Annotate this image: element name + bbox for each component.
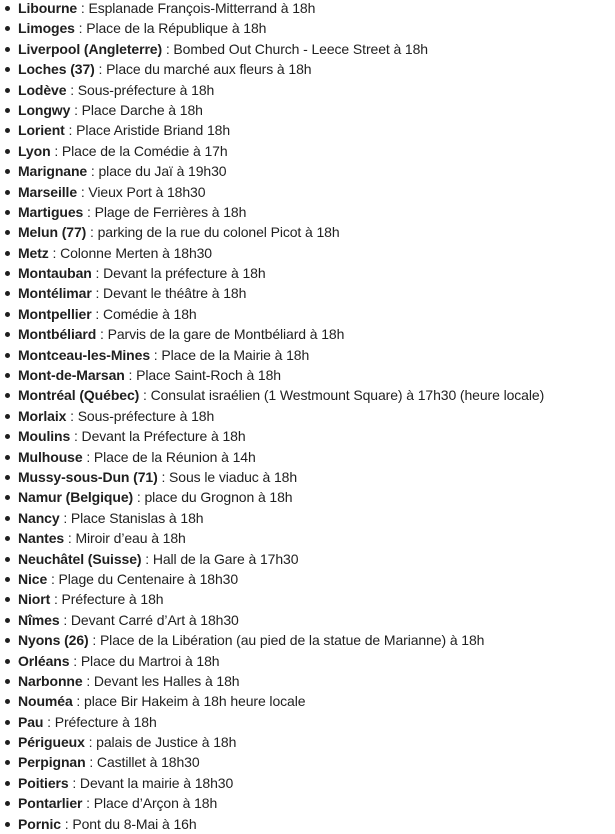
list-item: [0, 712, 615, 732]
city-name: Mulhouse: [18, 448, 83, 465]
bullet-icon: [5, 332, 10, 337]
location-details: : Place de la République à 18h: [74, 20, 267, 37]
bullet-icon: [5, 128, 10, 133]
list-item: [0, 202, 615, 222]
list-item: [0, 365, 615, 385]
list-item: [0, 426, 615, 446]
list-item: [0, 263, 615, 283]
list-item: [0, 569, 615, 589]
location-details: : Castillet à 18h30: [85, 754, 200, 771]
list-item: [0, 589, 615, 609]
location-details: : Préfecture à 18h: [50, 591, 164, 608]
location-details: : Esplanade François-Mitterrand à 18h: [77, 0, 316, 16]
list-item: [0, 283, 615, 303]
list-item: [0, 222, 615, 242]
list-item: [0, 773, 615, 793]
city-name: Mont-de-Marsan: [18, 367, 125, 384]
list-item: [0, 691, 615, 711]
bullet-icon: [5, 26, 10, 31]
bullet-icon: [5, 373, 10, 378]
list-item: [0, 651, 615, 671]
city-name: Nîmes: [18, 611, 60, 628]
location-details: : Devant la mairie à 18h30: [68, 774, 234, 791]
list-item: [0, 793, 615, 813]
bullet-icon: [5, 108, 10, 113]
list-item: [0, 671, 615, 691]
city-name: Nyons (26): [18, 632, 89, 649]
location-details: : Devant la préfecture à 18h: [91, 265, 266, 282]
city-name: Montréal (Québec): [18, 387, 140, 404]
location-details: : place du Grognon à 18h: [133, 489, 293, 506]
city-name: Poitiers: [18, 774, 69, 791]
bullet-icon: [5, 699, 10, 704]
bullet-icon: [5, 251, 10, 256]
bullet-icon: [5, 230, 10, 235]
bullet-icon: [5, 618, 10, 623]
city-name: Liverpool (Angleterre): [18, 40, 163, 57]
location-details: : Sous-préfecture à 18h: [66, 407, 215, 424]
list-item: [0, 345, 615, 365]
list-item: [0, 752, 615, 772]
location-details: : Place de la Comédie à 17h: [50, 142, 228, 159]
list-item: [0, 732, 615, 752]
location-details: : Place Stanislas à 18h: [59, 509, 204, 526]
location-details: : Devant la Préfecture à 18h: [70, 428, 246, 445]
location-details: : Devant Carré d’Art à 18h30: [59, 611, 239, 628]
city-name: Martigues: [18, 203, 84, 220]
location-details: : Préfecture à 18h: [43, 713, 157, 730]
location-details: : Place Aristide Briand 18h: [64, 122, 231, 139]
list-item: [0, 182, 615, 202]
bullet-icon: [5, 455, 10, 460]
city-name: Moulins: [18, 428, 71, 445]
city-name: Orléans: [18, 652, 70, 669]
location-details: : Place de la Réunion à 14h: [82, 448, 256, 465]
bullet-icon: [5, 659, 10, 664]
list-item: [0, 324, 615, 344]
city-name: Morlaix: [18, 407, 67, 424]
list-item: [0, 161, 615, 181]
city-name: Lodève: [18, 81, 67, 98]
bullet-icon: [5, 67, 10, 72]
bullet-icon: [5, 577, 10, 582]
city-name: Namur (Belgique): [18, 489, 134, 506]
bullet-icon: [5, 88, 10, 93]
location-details: : Place du Martroi à 18h: [69, 652, 220, 669]
city-name: Montceau-les-Mines: [18, 346, 150, 363]
city-name: Neuchâtel (Suisse): [18, 550, 142, 567]
city-name: Marseille: [18, 183, 78, 200]
list-item: [0, 487, 615, 507]
list-item: [0, 528, 615, 548]
location-details: : Consulat israélien (1 Westmount Square) à 17h30 (heure locale): [139, 387, 545, 404]
city-name: Pau: [18, 713, 44, 730]
city-name: Montbéliard: [18, 326, 97, 343]
location-details: : Place d’Arçon à 18h: [82, 795, 218, 812]
location-details: : Devant les Halles à 18h: [82, 672, 240, 689]
bullet-icon: [5, 169, 10, 174]
location-details: : place Bir Hakeim à 18h heure locale: [72, 693, 306, 710]
city-name: Libourne: [18, 0, 78, 16]
list-item: [0, 243, 615, 263]
location-details: : Place Darche à 18h: [70, 101, 203, 118]
bullet-icon: [5, 557, 10, 562]
bullet-icon: [5, 434, 10, 439]
location-details: : Place de la Mairie à 18h: [150, 346, 310, 363]
list-item: [0, 120, 615, 140]
city-name: Narbonne: [18, 672, 83, 689]
city-name: Marignane: [18, 163, 88, 180]
city-name: Longwy: [18, 101, 71, 118]
list-item: [0, 549, 615, 569]
list-item: [0, 385, 615, 405]
bullet-icon: [5, 516, 10, 521]
bullet-icon: [5, 6, 10, 11]
city-name: Perpignan: [18, 754, 86, 771]
location-details: : Sous le viaduc à 18h: [157, 468, 298, 485]
list-item: [0, 630, 615, 650]
city-name: Pornic: [18, 815, 61, 832]
list-item: [0, 100, 615, 120]
location-details: : Comédie à 18h: [91, 305, 197, 322]
list-item: [0, 141, 615, 161]
city-name: Nouméa: [18, 693, 73, 710]
location-details: : Place de la Libération (au pied de la statue de Marianne) à 18h: [88, 632, 485, 649]
bullet-icon: [5, 781, 10, 786]
bullet-icon: [5, 638, 10, 643]
city-name: Montélimar: [18, 285, 92, 302]
city-name: Lyon: [18, 142, 51, 159]
list-item: [0, 18, 615, 38]
location-details: : Sous-préfecture à 18h: [66, 81, 215, 98]
bullet-icon: [5, 536, 10, 541]
city-name: Limoges: [18, 20, 75, 37]
city-name: Metz: [18, 244, 49, 261]
city-name: Nancy: [18, 509, 60, 526]
bullet-icon: [5, 801, 10, 806]
bullet-icon: [5, 475, 10, 480]
bullet-icon: [5, 312, 10, 317]
bullet-icon: [5, 47, 10, 52]
city-name: Niort: [18, 591, 51, 608]
city-name: Pontarlier: [18, 795, 83, 812]
bullet-icon: [5, 414, 10, 419]
bullet-icon: [5, 740, 10, 745]
location-details: : Devant le théâtre à 18h: [91, 285, 247, 302]
list-item: [0, 39, 615, 59]
bullet-icon: [5, 495, 10, 500]
bullet-icon: [5, 291, 10, 296]
city-name: Nice: [18, 570, 48, 587]
city-name: Mussy-sous-Dun (71): [18, 468, 158, 485]
list-item: [0, 467, 615, 487]
bullet-icon: [5, 271, 10, 276]
location-details: : Pont du 8-Mai à 16h: [60, 815, 197, 832]
location-details: : place du Jaï à 19h30: [87, 163, 227, 180]
bullet-icon: [5, 597, 10, 602]
list-item: [0, 610, 615, 630]
list-item: [0, 59, 615, 79]
location-details: : palais de Justice à 18h: [84, 734, 237, 751]
city-name: Melun (77): [18, 224, 87, 241]
list-item: [0, 508, 615, 528]
city-name: Lorient: [18, 122, 65, 139]
city-name: Montauban: [18, 265, 92, 282]
location-details: : Place Saint-Roch à 18h: [124, 367, 281, 384]
location-details: : Plage de Ferrières à 18h: [83, 203, 247, 220]
city-name: Périgueux: [18, 734, 85, 751]
list-item: [0, 0, 615, 18]
list-item: [0, 406, 615, 426]
location-details: : Bombed Out Church - Leece Street à 18h: [162, 40, 428, 57]
bullet-icon: [5, 393, 10, 398]
location-details: : Miroir d’eau à 18h: [64, 530, 186, 547]
list-item: [0, 80, 615, 100]
bullet-icon: [5, 149, 10, 154]
location-details: : Colonne Merten à 18h30: [48, 244, 212, 261]
list-item: [0, 447, 615, 467]
location-details: : parking de la rue du colonel Picot à 18h: [86, 224, 340, 241]
location-details: : Hall de la Gare à 17h30: [141, 550, 299, 567]
location-details: : Parvis de la gare de Montbéliard à 18h: [96, 326, 345, 343]
city-name: Montpellier: [18, 305, 92, 322]
bullet-icon: [5, 822, 10, 827]
location-details: : Vieux Port à 18h30: [77, 183, 206, 200]
list-item: [0, 814, 615, 834]
list-item: [0, 304, 615, 324]
location-details: : Plage du Centenaire à 18h30: [47, 570, 239, 587]
bullet-icon: [5, 353, 10, 358]
bullet-icon: [5, 720, 10, 725]
bullet-icon: [5, 190, 10, 195]
bullet-icon: [5, 679, 10, 684]
location-details: : Place du marché aux fleurs à 18h: [94, 61, 312, 78]
city-name: Nantes: [18, 530, 65, 547]
bullet-icon: [5, 760, 10, 765]
bullet-icon: [5, 210, 10, 215]
city-name: Loches (37): [18, 61, 95, 78]
